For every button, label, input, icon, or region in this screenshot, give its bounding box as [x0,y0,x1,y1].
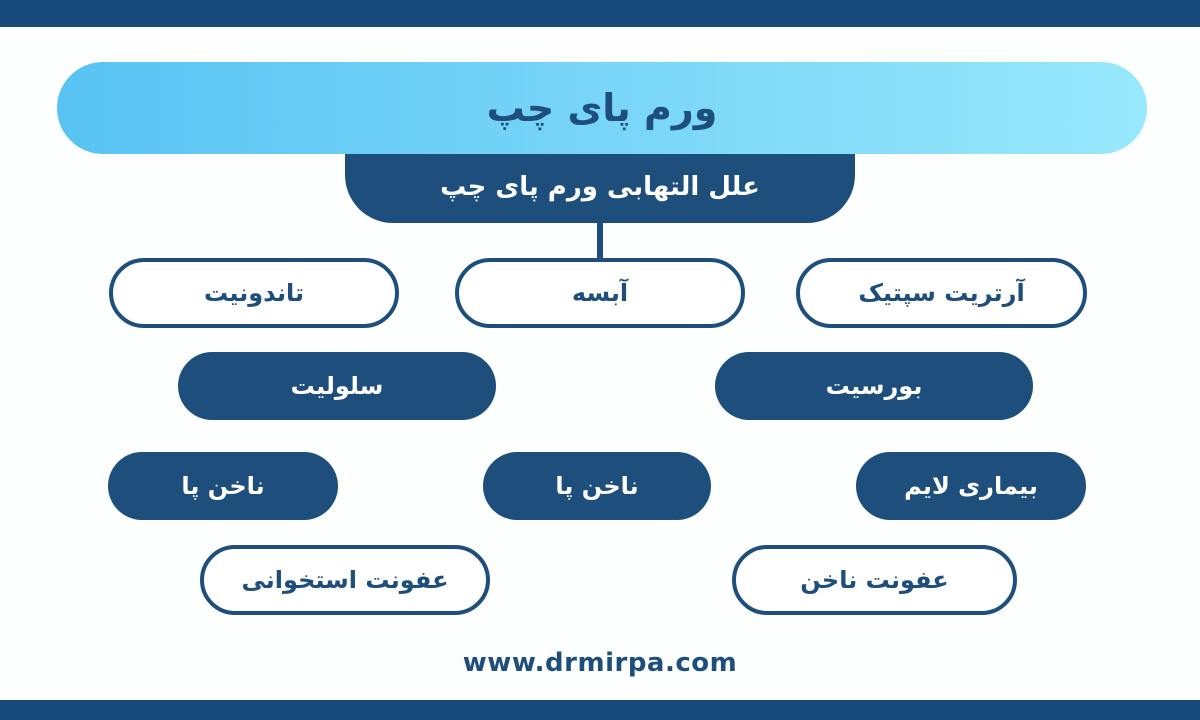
node-cellulitis [178,352,496,420]
branch-title: علل التهابی ورم پای چپ [440,171,760,202]
node-label: ناخن پا [181,472,265,500]
bottom-bar [0,700,1200,720]
node-lyme-disease [856,452,1086,520]
node-bursitis [715,352,1033,420]
connector-line [597,220,603,260]
node-label: آرتریت سپتیک [858,279,1025,307]
node-bone-infection [200,545,490,615]
branch-title-pill [345,150,855,223]
node-septic-arthritis [796,258,1087,328]
node-label: سلولیت [290,372,384,400]
node-nail-infection [732,545,1017,615]
node-tendonitis [109,258,399,328]
top-bar [0,0,1200,27]
node-label: ناخن پا [555,472,639,500]
website-url: www.drmirpa.com [462,648,738,678]
node-label: بورسیت [825,372,923,400]
main-title: ورم پای چپ [486,86,718,130]
node-label: آبسه [571,279,629,307]
node-label: تاندونیت [203,279,305,307]
node-label: بیماری لایم [904,472,1038,500]
node-toenail-middle [483,452,711,520]
node-label: عفونت استخوانی [241,566,449,594]
node-label: عفونت ناخن [800,566,949,594]
node-abscess [455,258,745,328]
node-toenail-left [108,452,338,520]
main-title-pill [57,62,1147,154]
